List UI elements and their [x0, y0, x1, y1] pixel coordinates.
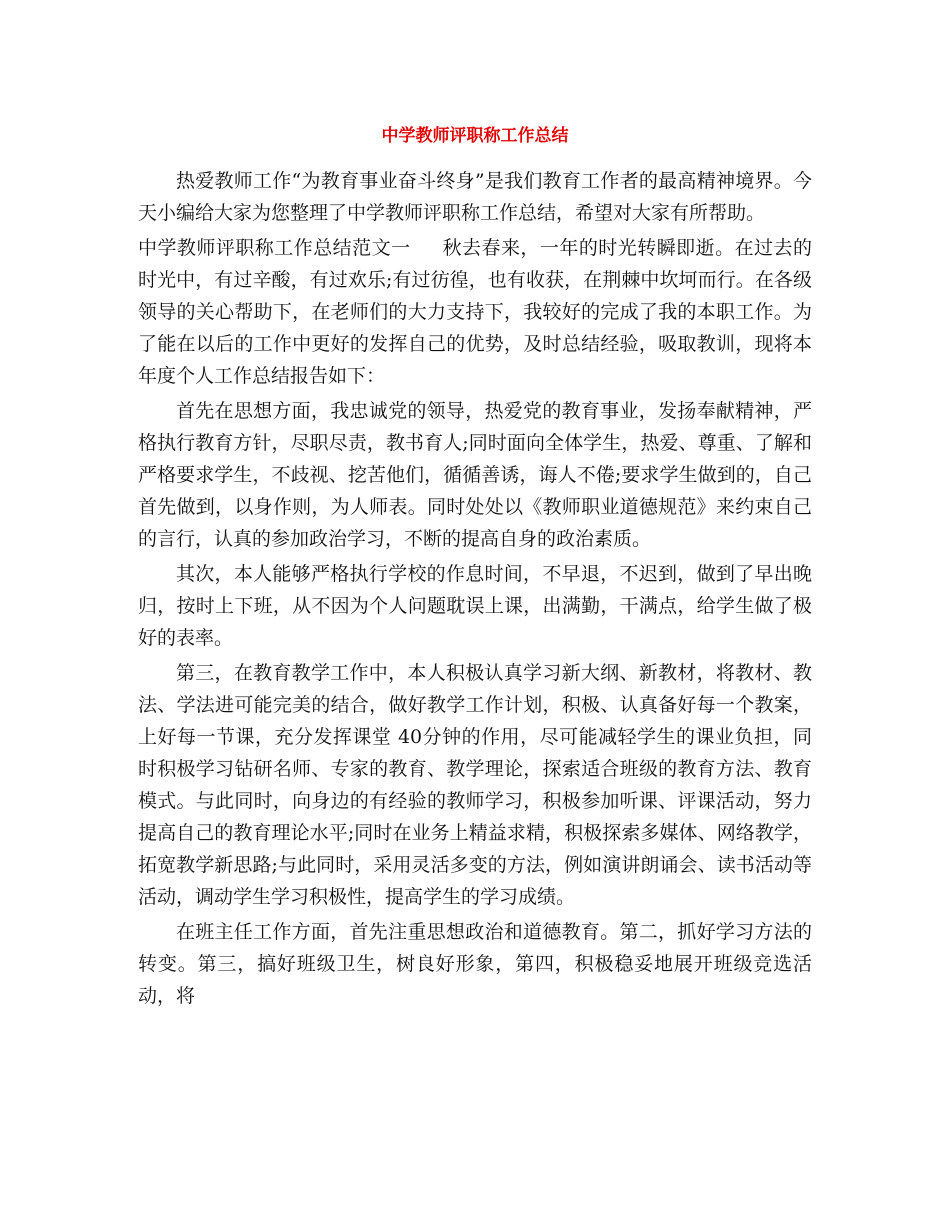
paragraph-attendance: 其次，本人能够严格执行学校的作息时间，不早退，不迟到，做到了早出晚归，按时上下班，从不因为个人问题耽误上课，出满勤，干满点，给学生做了极好的表率。: [138, 563, 812, 649]
paragraph-class-management: 在班主任工作方面，首先注重思想政治和道德教育。第二，抓好学习方法的转变。第三，搞好班级卫生，树良好形象，第四，积极稳妥地展开班级竞选活动，将: [138, 921, 812, 1007]
paragraph-intro: 热爱教师工作“为教育事业奋斗终身”是我们教育工作者的最高精神境界。今天小编给大家为您整理了中学教师评职称工作总结，希望对大家有所帮助。: [138, 170, 812, 224]
paragraph-ideology: 首先在思想方面，我忠诚党的领导，热爱党的教育事业，发扬奉献精神，严格执行教育方针，尽职尽责，教书育人;同时面向全体学生，热爱、尊重、了解和严格要求学生，不歧视、挖苦他们，循循善诱，诲人不倦;要求学生做到的，自己首先做到，以身作则，为人师表。同时处处以《教师职业道德规范》来约束自己的言行，认真的参加政治学习，不断的提高自身的政治素质。: [138, 400, 812, 550]
paragraph-teaching: 第三，在教育教学工作中，本人积极认真学习新大纲、新教材，将教材、教法、学法进可能完美的结合，做好教学工作计划，积极、认真备好每一个教案，上好每一节课，充分发挥课堂 40分钟的作用，尽可能减轻学生的课业负担，同时积极学习钻研名师、专家的教育、教学理论，探索适合班级的教育方法、教育模式。与此同时，向身边的有经验的教师学习，积极参加听课、评课活动，努力提高自己的教育理论水平;同时在业务上精益求精，积极探索多媒体、网络教学，拓宽教学新思路;与此同时，采用灵活多变的方法，例如演讲朗诵会、读书活动等活动，调动学生学习积极性，提高学生的学习成绩。: [138, 662, 812, 908]
document-body: [138, 165, 812, 1015]
document-title: 中学教师评职称工作总结: [381, 126, 569, 146]
paragraph-sample-one: [138, 232, 812, 392]
sample-heading: 中学教师评职称工作总结范文一: [138, 237, 411, 259]
sample-one-text: 秋去春来，一年的时光转瞬即逝。在过去的时光中，有过辛酸，有过欢乐;有过彷徨，也有收获，在荆棘中坎坷而行。在各级领导的关心帮助下，在老师们的大力支持下，我较好的完成了我的本职工作。为了能在以后的工作中更好的发挥自己的优势，及时总结经验，吸取教训，现将本年度个人工作总结报告如下：: [138, 237, 812, 387]
